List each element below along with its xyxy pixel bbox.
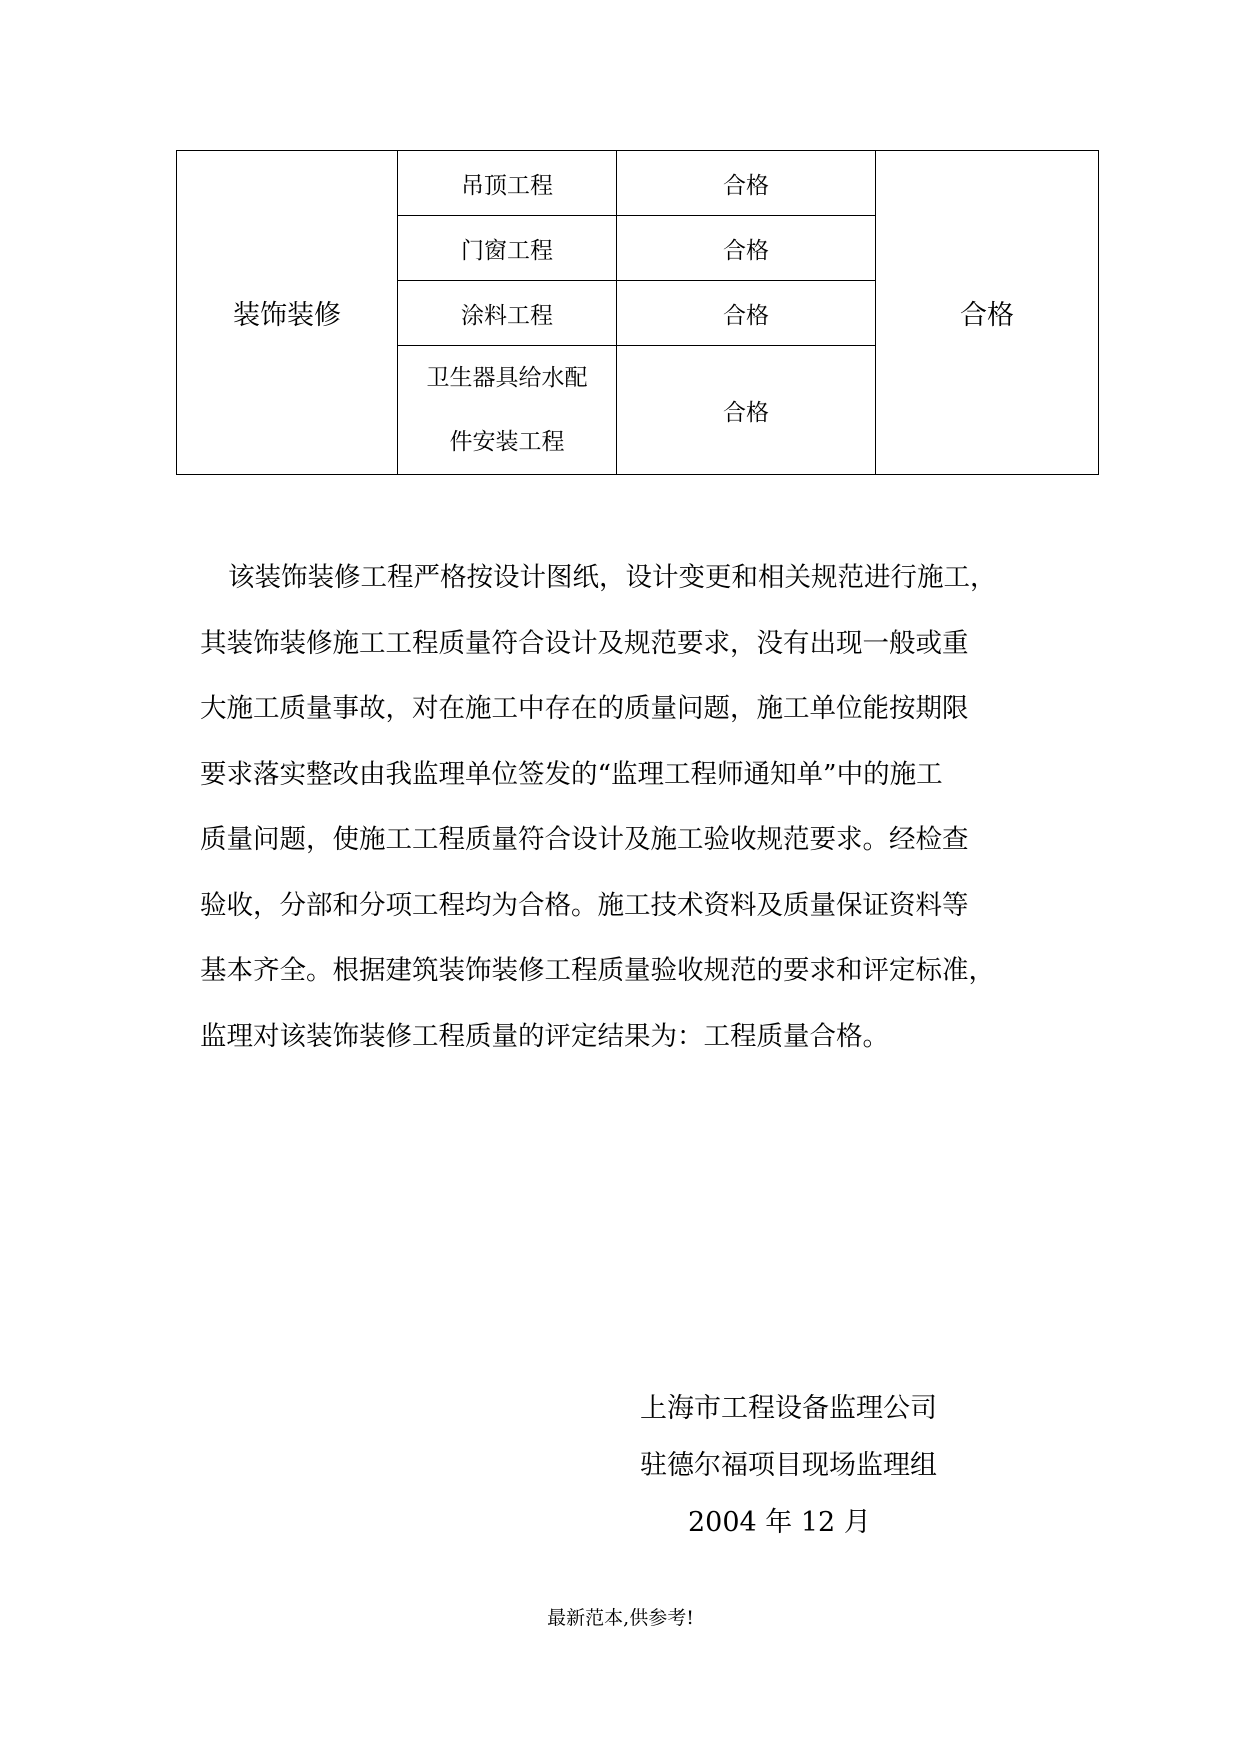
- footer-note: 最新范本,供参考!: [547, 1607, 694, 1629]
- item-cell: [398, 346, 617, 475]
- summary-line: 其装饰装修施工工程质量符合设计及规范要求，没有出现一般或重: [200, 627, 969, 659]
- signature-date: 2004 年 12 月: [688, 1507, 871, 1538]
- summary-paragraph: [200, 545, 1060, 1069]
- item-line: 卫生器具给水配: [426, 365, 588, 391]
- summary-line: 验收，分部和分项工程均为合格。施工技术资料及质量保证资料等: [200, 889, 969, 921]
- result-cell: 合格: [617, 281, 876, 346]
- summary-line: 基本齐全。根据建筑装饰装修工程质量验收规范的要求和评定标准，: [200, 955, 995, 986]
- signature-block: [640, 1380, 937, 1551]
- table-row: [177, 151, 1099, 216]
- category-cell: 装饰装修: [177, 151, 398, 475]
- summary-line: 监理对该装饰装修工程质量的评定结果为：工程质量合格。: [200, 1020, 889, 1052]
- item-cell: 吊顶工程: [398, 151, 617, 216]
- item-cell: 涂料工程: [398, 281, 617, 346]
- signature-group: 驻德尔福项目现场监理组: [640, 1450, 937, 1481]
- result-cell: 合格: [617, 216, 876, 281]
- item-line: 件安装工程: [449, 429, 565, 455]
- summary-line: 该装饰装修工程严格按设计图纸，设计变更和相关规范进行施工，: [228, 562, 997, 593]
- quality-table: [176, 150, 1099, 475]
- result-cell: 合格: [617, 346, 876, 475]
- signature-company: 上海市工程设备监理公司: [640, 1393, 937, 1424]
- summary-line: 质量问题，使施工工程质量符合设计及施工验收规范要求。经检查: [200, 824, 969, 855]
- overall-result-cell: 合格: [876, 151, 1099, 475]
- result-cell: 合格: [617, 151, 876, 216]
- summary-line: 大施工质量事故，对在施工中存在的质量问题，施工单位能按期限: [200, 693, 969, 724]
- item-cell: 门窗工程: [398, 216, 617, 281]
- summary-line: 要求落实整改由我监理单位签发的“监理工程师通知单”中的施工: [200, 758, 943, 790]
